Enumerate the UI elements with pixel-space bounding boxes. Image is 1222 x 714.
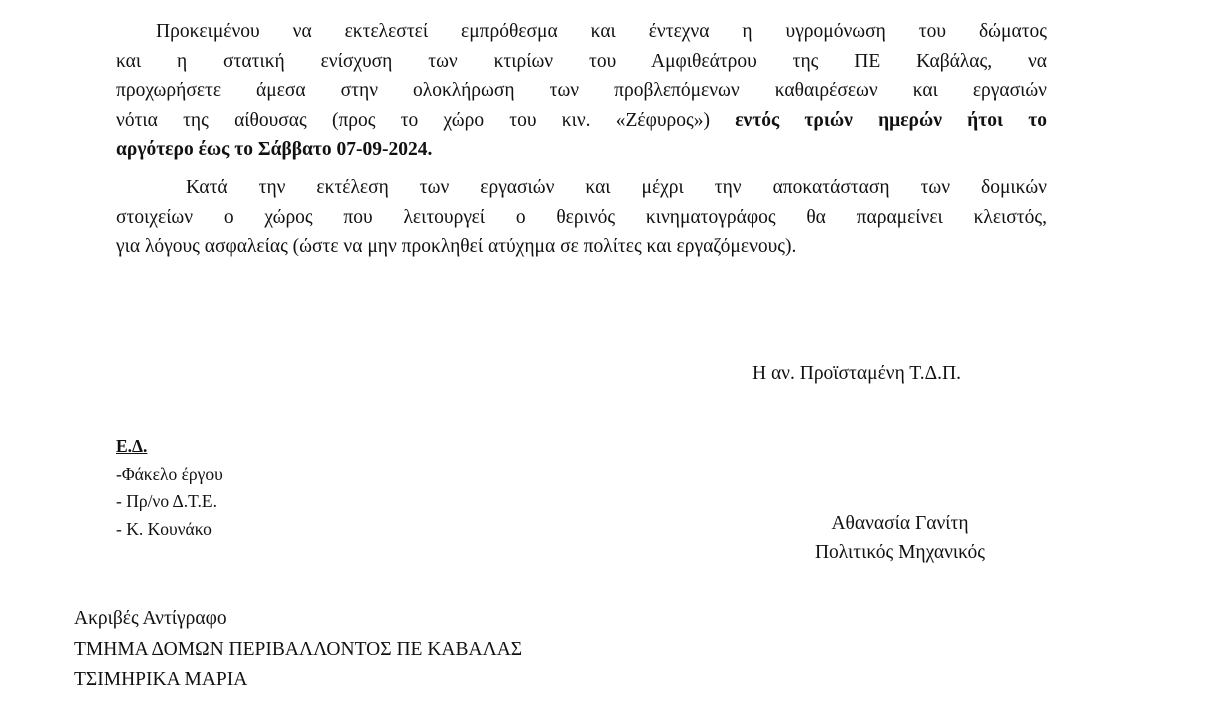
paragraph-closure-notice [116, 173, 1047, 262]
signature-title: Η αν. Προϊσταμένη Τ.Δ.Π. [752, 363, 962, 384]
certified-copy-department: ΤΜΗΜΑ ΔΟΜΩΝ ΠΕΡΙΒΑΛΛΟΝΤΟΣ ΠΕ ΚΑΒΑΛΑΣ [74, 638, 523, 660]
distribution-list [116, 433, 223, 543]
paragraph-line: για λόγους ασφαλείας (ώστε να μην προκληθεί ατύχημα σε πολίτες και εργαζόμενους). [116, 236, 797, 257]
paragraph-line: Κατά την εκτέλεση των εργασιών και μέχρι την αποκατάσταση των δομικών [186, 177, 1047, 198]
certified-copy-label: Ακριβές Αντίγραφο [74, 608, 227, 629]
signer-role: Πολιτικός Μηχανικός [814, 542, 986, 563]
distribution-item: - Πρ/νο Δ.Τ.Ε. [116, 491, 217, 511]
certified-copy-person: ΤΣΙΜΗΡΙΚΑ ΜΑΡΙΑ [74, 669, 248, 690]
paragraph-line: προχωρήσετε άμεσα στην ολοκλήρωση των προβλεπόμενων καθαιρέσεων και εργασιών [116, 80, 1047, 101]
paragraph-line [116, 135, 1047, 165]
deadline-date-text: αργότερο έως το Σάββατο 07-09-2024. [116, 139, 433, 160]
distribution-item: -Φάκελο έργου [116, 463, 223, 484]
deadline-text: εντός τριών ημερών ήτοι το [735, 109, 1047, 131]
paragraph-line [116, 106, 1047, 136]
paragraph-line: και η στατική ενίσχυση των κτιρίων του Αμφιθεάτρου της ΠΕ Καβάλας, να [116, 50, 1047, 72]
distribution-heading: Ε.Δ. [116, 436, 148, 456]
distribution-item: - Κ. Κουνάκο [116, 518, 212, 539]
paragraph-instructions [116, 17, 1047, 165]
paragraph-line-text: νότια της αίθουσας (προς το χώρο του κιν. «Ζέφυρος») [116, 109, 736, 131]
paragraph-line: στοιχείων ο χώρος που λειτουργεί ο θερινός κινηματογράφος θα παραμείνει κλειστός, [116, 206, 1047, 228]
certified-copy-block [74, 604, 522, 696]
signer-block [760, 509, 1040, 567]
paragraph-line: Προκειμένου να εκτελεστεί εμπρόθεσμα και έντεχνα η υγρομόνωση του δώματος [156, 21, 1047, 42]
signer-name: Αθανασία Γανίτη [831, 513, 969, 534]
